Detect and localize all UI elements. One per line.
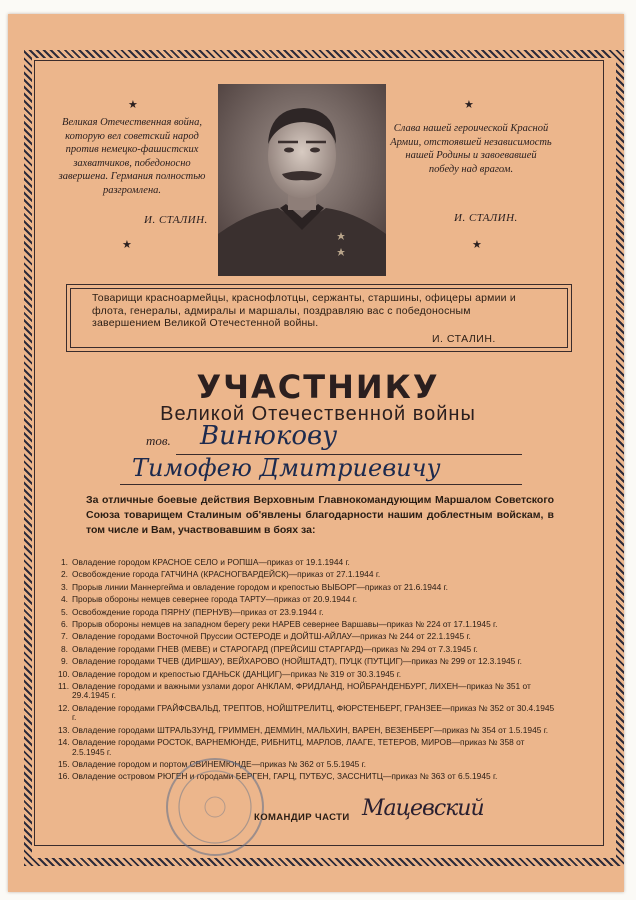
battles-list: [58, 558, 558, 785]
battle-text: Прорыв линии Маннергейма и овладение городом и крепостью ВЫБОРГ—приказ от 21.6.1944 г.: [72, 581, 448, 592]
battle-number: 3.: [61, 581, 68, 592]
battle-item: [58, 595, 558, 604]
battle-text: Овладение городами и важными узлами дорог АНКЛАМ, ФРИДЛАНД, НОЙБРАНДЕНБУРГ, ЛИХЕН—приказ № 351 от 29.4.1945 г.: [72, 681, 531, 701]
star-icon: ★: [128, 99, 138, 111]
battle-text: Освобождение города ПЯРНУ (ПЕРНУВ)—приказ от 23.9.1944 г.: [72, 606, 324, 617]
recipient-prefix: тов.: [146, 433, 171, 448]
battle-item: [58, 760, 558, 769]
battle-number: 1.: [61, 557, 68, 567]
battle-item: [58, 632, 558, 641]
battle-number: 7.: [61, 631, 68, 642]
recipient-name: Тимофею Дмитриевичу: [132, 454, 441, 482]
battle-text: Овладение городами Восточной Пруссии ОСТЕРОДЕ и ДОЙТШ-АЙЛАУ—приказ № 244 от 22.1.1945 г.: [72, 631, 471, 642]
intro-paragraph: За отличные боевые действия Верховным Главнокомандующим Маршалом Советского Союза товарищем Сталиным об'явлены благодарности нашим доблестным войскам, в том числе и Вам, участвовавшим в боях за:: [86, 494, 554, 536]
portrait-illustration: [218, 84, 386, 276]
battle-number: 16.: [58, 771, 70, 782]
battle-number: 5.: [61, 606, 68, 617]
address-text: Товарищи красноармейцы, краснофлотцы, сержанты, старшины, офицеры армии и флота, генералы, адмиралы и маршалы, поздравляю вас с победоносным завершением Великой Отечестенной войны.: [92, 292, 516, 329]
portrait-image: [218, 84, 386, 276]
battle-item: [58, 620, 558, 629]
battle-item: [58, 670, 558, 679]
battle-number: 12.: [58, 702, 70, 713]
commander-signature: Мацевский: [362, 796, 484, 821]
battle-item: [58, 682, 558, 701]
battle-number: 6.: [61, 619, 68, 630]
quote-right-signature: И. СТАЛИН.: [454, 212, 518, 224]
address-signature: И. СТАЛИН.: [432, 333, 496, 345]
commander-label: КОМАНДИР ЧАСТИ: [254, 812, 350, 823]
battle-text: Овладение городами ГНЕВ (МЕВЕ) и СТАРОГАРД (ПРЕЙСИШ СТАРГАРД)—приказ № 294 от 7.3.1945 г.: [72, 643, 478, 654]
battle-number: 8.: [61, 643, 68, 654]
battle-text: Овладение городами ШТРАЛЬЗУНД, ГРИММЕН, ДЕММИН, МАЛЬХИН, ВАРЕН, ВЕЗЕНБЕРГ—приказ № 354 от 1.5.1945 г.: [72, 724, 549, 735]
star-icon: ★: [464, 99, 474, 111]
battle-text: Овладение городами ТЧЕВ (ДИРШАУ), ВЕЙХАРОВО (НОЙШТАДТ), ПУЦК (ПУТЦИГ)—приказ № 299 от 12.3.1945 г.: [72, 656, 522, 667]
battle-item: [58, 608, 558, 617]
official-stamp: [160, 752, 270, 862]
quote-right-text: Слава нашей героической Красной Армии, отстоявшей независимость нашей Родины и завоевавшей победу над врагом.: [390, 123, 552, 175]
battle-text: Овладение городами РОСТОК, ВАРНЕМЮНДЕ, РИБНИТЦ, МАРЛОВ, ЛААГЕ, ТЕТЕРОВ, МИРОВ—приказ № 358 от 2.5.1945 г.: [72, 737, 525, 757]
battle-item: [58, 583, 558, 592]
battle-number: 14.: [58, 737, 70, 748]
battle-number: 9.: [61, 656, 68, 667]
document-subtitle: Великой Отечественной войны: [160, 403, 476, 425]
battle-item: [58, 704, 558, 723]
battle-item: [58, 726, 558, 735]
battle-text: Освобождение города ГАТЧИНА (КРАСНОГВАРДЕЙСК)—приказ от 27.1.1944 г.: [72, 569, 381, 580]
battle-text: Овладение островом РЮГЕН и городами БЕРГЕН, ГАРЦ, ПУТБУС, ЗАССНИТЦ—приказ № 363 от 6.5.1945 г.: [72, 771, 498, 782]
battle-text: Овладение городом и крепостью ГДАНЬСК (ДАНЦИГ)—приказ № 319 от 30.3.1945 г.: [72, 668, 402, 679]
battle-item: [58, 738, 558, 757]
quote-left-signature: И. СТАЛИН.: [144, 214, 208, 226]
recipient-surname: Винюкову: [200, 421, 338, 451]
battle-text: Овладение городом КРАСНОЕ СЕЛО и РОПША—приказ от 19.1.1944 г.: [72, 557, 350, 567]
recipient-line-2: [120, 484, 522, 485]
star-icon: ★: [472, 239, 482, 251]
battle-number: 2.: [61, 569, 68, 580]
battle-number: 15.: [58, 758, 70, 769]
battle-number: 4.: [61, 594, 68, 605]
battle-number: 11.: [58, 681, 70, 692]
document-title: УЧАСТНИКУ: [196, 368, 440, 406]
battle-text: Овладение городами ГРАЙФСВАЛЬД, ТРЕПТОВ, НОЙШТРЕЛИТЦ, ФЮРСТЕНБЕРГ, ГРАНЗЕЕ—приказ № 352 от 30.4.1945 г.: [72, 702, 555, 723]
battle-number: 13.: [58, 724, 70, 735]
battle-text: Прорыв обороны немцев севернее города ТАРТУ—приказ от 20.9.1944 г.: [72, 594, 358, 605]
battle-item: [58, 772, 558, 781]
star-icon: ★: [122, 239, 132, 251]
quote-left-text: Великая Отечественная война, которую вел советский народ против немецко-фашистских захватчиков, победоносно завершена. Германия полностью разгромлена.: [58, 117, 206, 196]
battle-item: [58, 570, 558, 579]
battle-item: [58, 645, 558, 654]
battle-item: [58, 657, 558, 666]
battle-text: Овладение городом и портом СВИНЕМЮНДЕ—приказ № 362 от 5.5.1945 г.: [72, 758, 366, 769]
battle-number: 10.: [58, 668, 70, 679]
battle-text: Прорыв обороны немцев на западном берегу реки НАРЕВ севернее Варшавы—приказ № 224 от 17.1.1945 г.: [72, 619, 498, 630]
battle-item: [58, 558, 558, 567]
